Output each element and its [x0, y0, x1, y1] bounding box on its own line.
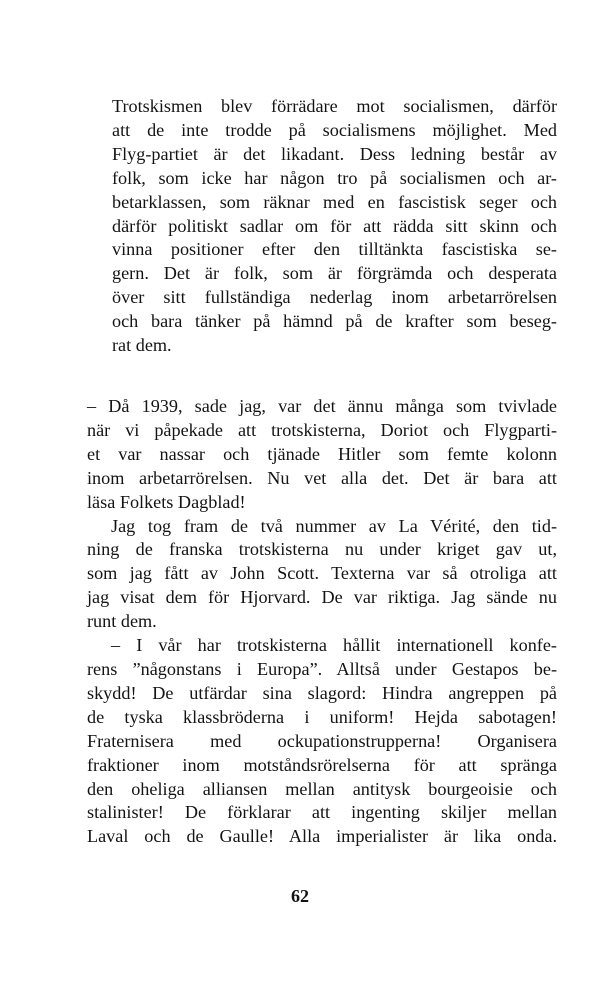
paragraph-line: läsa Folkets Dagblad!: [87, 491, 246, 512]
body-text: [87, 395, 557, 849]
paragraph-line: runt dem.: [87, 611, 157, 632]
paragraph-2: [87, 515, 557, 635]
paragraph-1: [87, 395, 557, 515]
paragraph-line: när vi påpekade att trotskisterna, Doriot och Flygparti-: [87, 419, 557, 440]
paragraph-line: – Då 1939, sade jag, var det ännu många som tvivlade: [87, 396, 557, 416]
paragraph-line: skydd! De utfärdar sina slagord: Hindra angreppen på: [87, 682, 557, 703]
paragraph-line: ning de franska trotskisterna nu under kriget gav ut,: [87, 539, 557, 560]
paragraph-line: Jag tog fram de två nummer av La Vérité, den tid-: [111, 515, 557, 536]
quote-line: folk, som icke har någon tro på socialismen och ar-: [112, 167, 557, 188]
quote-line: över sitt fullständiga nederlag inom arbetarrörelsen: [112, 287, 557, 308]
paragraph-line: de tyska klassbröderna i uniform! Hejda sabotagen!: [87, 706, 557, 727]
paragraph-3: [87, 634, 557, 849]
paragraph-line: stalinister! De förklarar att ingenting skiljer mellan: [87, 802, 557, 823]
page-number: 62: [291, 886, 309, 906]
paragraph-line: rens ”någonstans i Europa”. Alltså under Gestapos be-: [87, 658, 557, 679]
quote-line: betarklassen, som räknar med en fascistisk seger och: [112, 191, 557, 212]
paragraph-line: fraktioner inom motståndsrörelserna för att spränga: [87, 754, 557, 775]
quote-line: rat dem.: [112, 335, 172, 356]
paragraph-line: jag visat dem för Hjorvard. De var riktiga. Jag sände nu: [87, 587, 557, 608]
quote-line: därför politiskt sadlar om för att rädda sitt skinn och: [112, 215, 557, 236]
block-quote: [112, 95, 557, 358]
paragraph-line: et var nassar och tjänade Hitler som femte kolonn: [87, 443, 557, 464]
paragraph-line: som jag fått av John Scott. Texterna var så otroliga att: [87, 563, 557, 584]
paragraph-line: inom arbetarrörelsen. Nu vet alla det. Det är bara att: [87, 467, 557, 488]
quote-line: att de inte trodde på socialismens möjlighet. Med: [112, 119, 557, 140]
paragraph-line: Fraternisera med ockupationstrupperna! Organisera: [87, 730, 557, 751]
quote-line: vinna positioner efter den tilltänkta fascistiska se-: [112, 239, 557, 260]
quote-line: gern. Det är folk, som är förgrämda och desperata: [112, 263, 557, 284]
paragraph-line: den oheliga alliansen mellan antitysk bourgeoisie och: [87, 778, 557, 799]
paragraph-line: – I vår har trotskisterna hållit internationell konfe-: [111, 635, 557, 656]
quote-line: och bara tänker på hämnd på de krafter som beseg-: [112, 311, 557, 332]
quote-line: Trotskismen blev förrädare mot socialismen, därför: [112, 96, 557, 116]
paragraph-line: Laval och de Gaulle! Alla imperialister är lika onda.: [87, 826, 557, 847]
quote-line: Flyg-partiet är det likadant. Dess ledning består av: [112, 143, 557, 164]
